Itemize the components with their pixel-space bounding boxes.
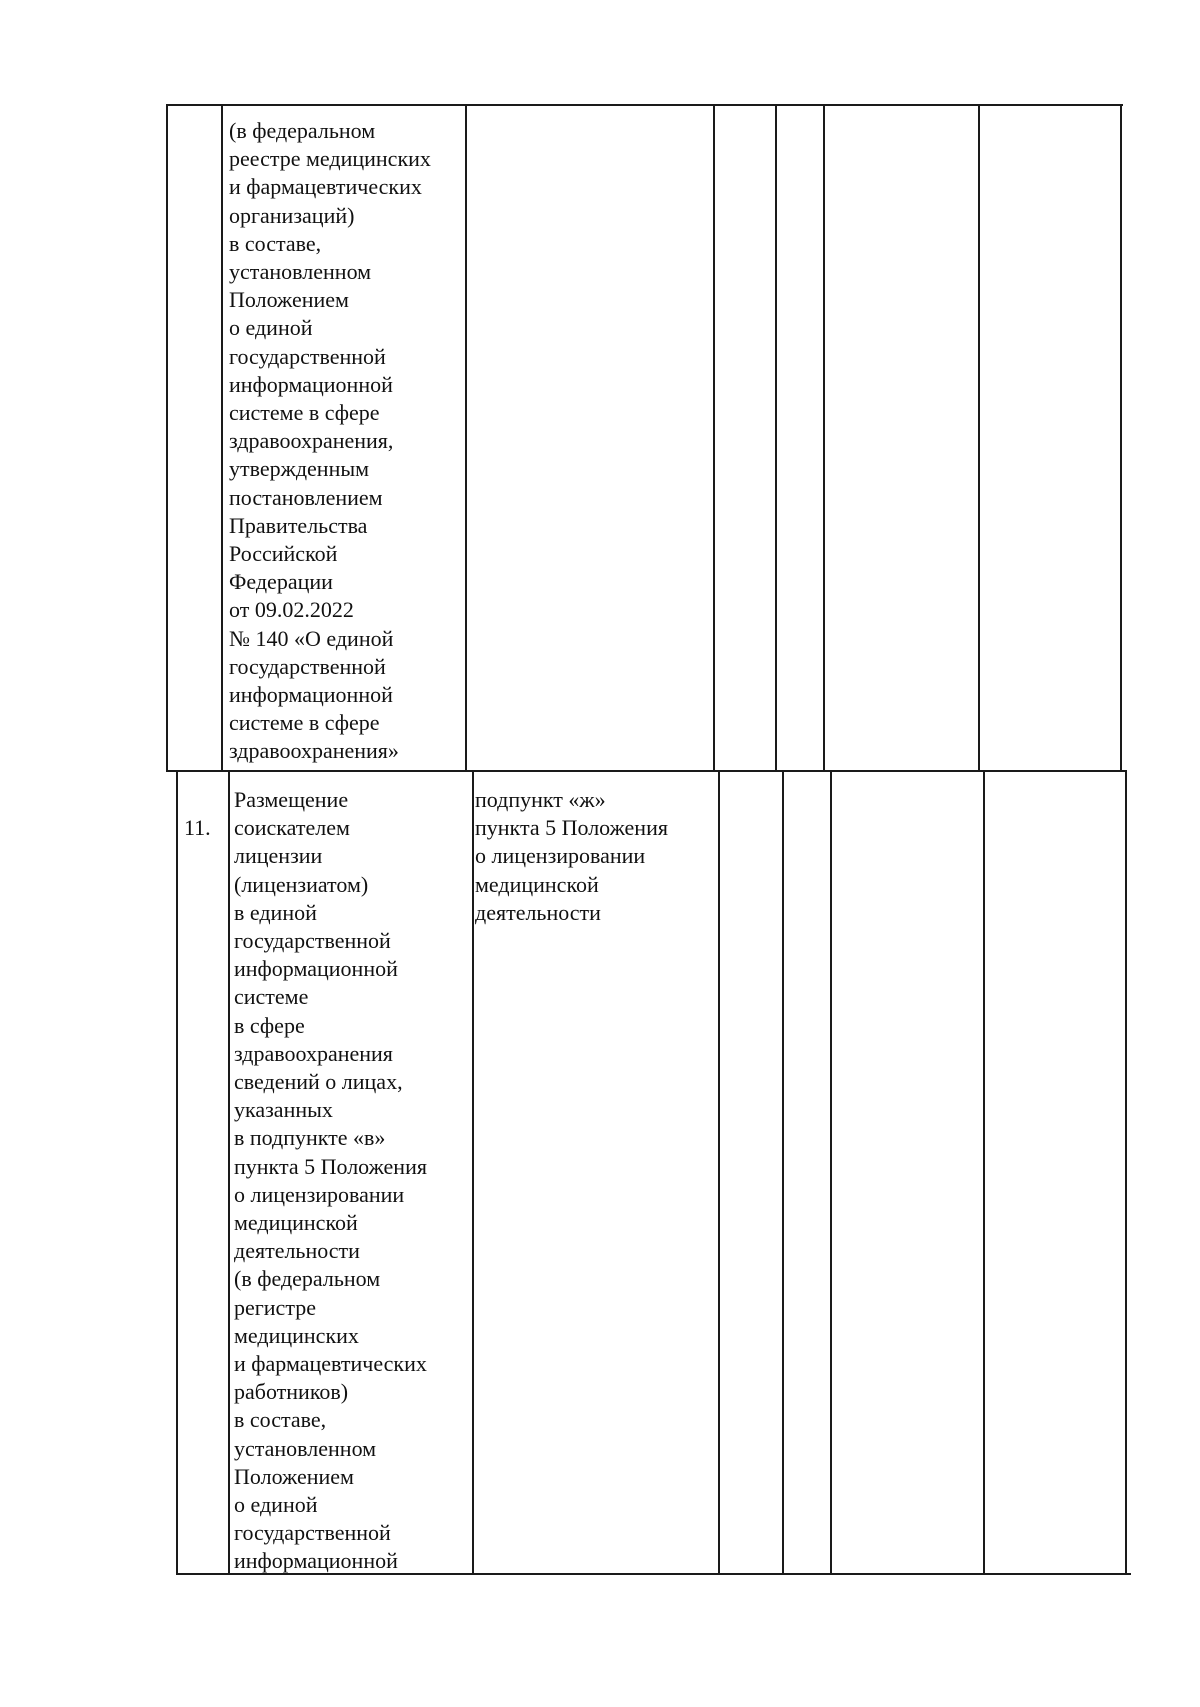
col-line-1 [228,770,230,1575]
row-divider [166,770,1126,772]
col-line-5 [823,104,825,772]
col-line-1 [221,104,223,772]
col-line-2 [465,104,467,772]
col-line-3 [713,104,715,772]
requirement-text: Размещение соискателем лицензии (лицензиатом) в единой государственной информационной системе в сфере здравоохранения сведений о лицах, указанных в подпункте «в» пункта 5 Положения о лицензировании медицинской деятельности (в федеральном регистре медицинских и фармацевтических работников) в составе, установленном Положением о единой государственной информационной [234,787,427,1574]
row-number: 11. [184,815,211,840]
requirement-text: (в федеральном реестре медицинских и фармацевтических организаций) в составе, установленном Положением о единой государственной информационной системе в сфере здравоохранения, утвержденным постановлением Правительства Российской Федерации от 09.02.2022 № 140 «О единой государственной информационной системе в сфере здравоохранения» [229,118,431,764]
col-line-2 [472,770,474,1573]
col-line-4 [775,104,777,772]
col-line-4 [782,770,784,1573]
col-line-right [1125,770,1127,1573]
col-line-3 [718,770,720,1573]
legal-basis-text: подпункт «ж» пункта 5 Положения о лицензировании медицинской деятельности [475,787,668,925]
col-line-5 [830,770,832,1573]
col-line-6 [978,104,980,772]
col-line-right [1120,104,1122,772]
col-line-left [176,770,178,1575]
col-line-left [166,104,168,772]
col-line-6 [983,770,985,1573]
